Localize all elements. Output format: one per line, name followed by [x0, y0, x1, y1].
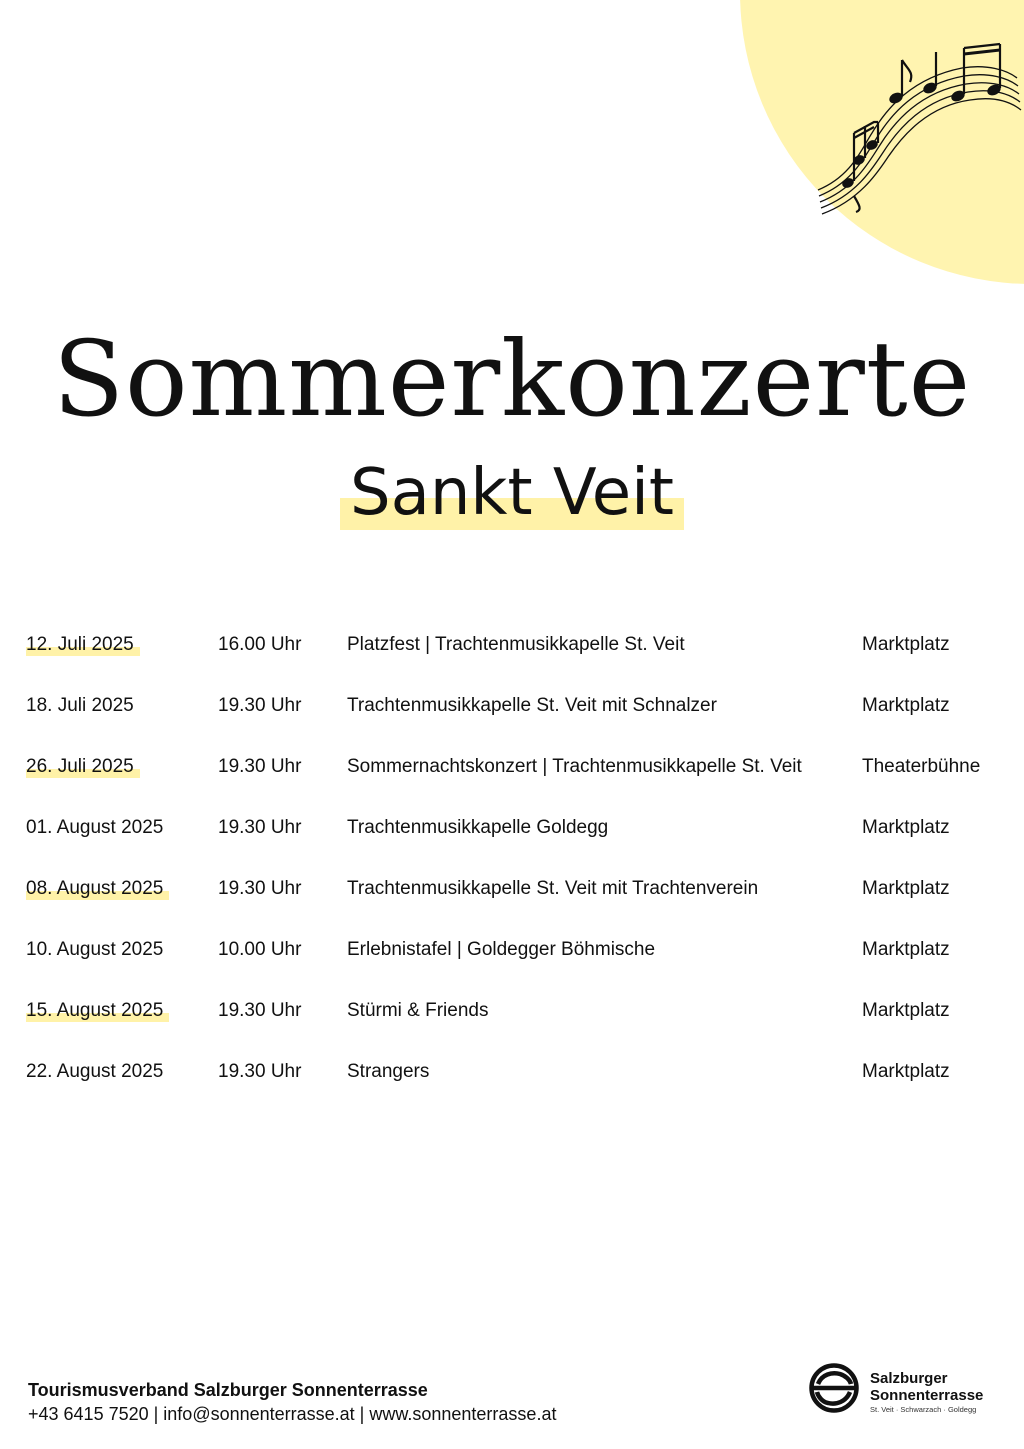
event-venue: Marktplatz	[862, 1000, 950, 1021]
logo-line-2: Sonnenterrasse	[870, 1387, 984, 1404]
event-title: Stürmi & Friends	[347, 1000, 489, 1021]
event-date: 08. August 2025	[26, 878, 169, 900]
event-row	[0, 1055, 1024, 1116]
event-time: 10.00 Uhr	[218, 939, 302, 960]
footer-organization: Tourismusverband Salzburger Sonnenterrasse	[28, 1380, 428, 1400]
event-row	[0, 994, 1024, 1055]
event-title: Trachtenmusikkapelle St. Veit mit Schnalzer	[347, 695, 717, 716]
music-notes-icon	[812, 38, 1024, 218]
event-venue: Marktplatz	[862, 878, 950, 899]
event-title: Erlebnistafel | Goldegger Böhmische	[347, 939, 656, 960]
event-time: 19.30 Uhr	[218, 817, 302, 838]
event-time: 19.30 Uhr	[218, 1000, 302, 1021]
subtitle: Sankt Veit	[342, 458, 682, 528]
event-row	[0, 811, 1024, 872]
event-venue: Marktplatz	[862, 817, 950, 838]
event-title: Strangers	[347, 1061, 430, 1082]
event-title: Trachtenmusikkapelle St. Veit mit Trachtenverein	[347, 878, 759, 899]
event-venue: Marktplatz	[862, 1061, 950, 1082]
event-time: 19.30 Uhr	[218, 756, 302, 777]
event-title: Sommernachtskonzert | Trachtenmusikkapelle St. Veit	[347, 756, 802, 777]
event-time: 19.30 Uhr	[218, 695, 302, 716]
subtitle-container	[0, 458, 1024, 528]
event-schedule	[0, 628, 1024, 1116]
event-venue: Theaterbühne	[862, 756, 981, 777]
brand-logo	[808, 1362, 1008, 1422]
page-title: Sommerkonzerte	[52, 318, 972, 440]
event-row	[0, 689, 1024, 750]
logo-subline: St. Veit · Schwarzach · Goldegg	[870, 1405, 977, 1414]
logo-line-1: Salzburger	[870, 1370, 948, 1387]
footer-contact: +43 6415 7520 | info@sonnenterrasse.at | www.sonnenterrasse.at	[28, 1404, 557, 1424]
event-time: 19.30 Uhr	[218, 1061, 302, 1082]
event-venue: Marktplatz	[862, 634, 950, 655]
event-row	[0, 933, 1024, 994]
event-date: 10. August 2025	[26, 939, 164, 960]
event-venue: Marktplatz	[862, 939, 950, 960]
event-title: Trachtenmusikkapelle Goldegg	[347, 817, 609, 838]
event-venue: Marktplatz	[862, 695, 950, 716]
event-date: 18. Juli 2025	[26, 695, 134, 716]
event-date: 26. Juli 2025	[26, 756, 140, 778]
event-date: 15. August 2025	[26, 1000, 169, 1022]
sonnenterrasse-logo-icon	[808, 1362, 860, 1414]
event-date: 01. August 2025	[26, 817, 164, 838]
event-time: 19.30 Uhr	[218, 878, 302, 899]
event-time: 16.00 Uhr	[218, 634, 302, 655]
logo-text	[870, 1370, 983, 1416]
event-date: 22. August 2025	[26, 1061, 164, 1082]
event-row	[0, 750, 1024, 811]
event-row	[0, 628, 1024, 689]
event-row	[0, 872, 1024, 933]
footer	[28, 1378, 556, 1426]
event-date: 12. Juli 2025	[26, 634, 140, 656]
event-title: Platzfest | Trachtenmusikkapelle St. Veit	[347, 634, 685, 655]
